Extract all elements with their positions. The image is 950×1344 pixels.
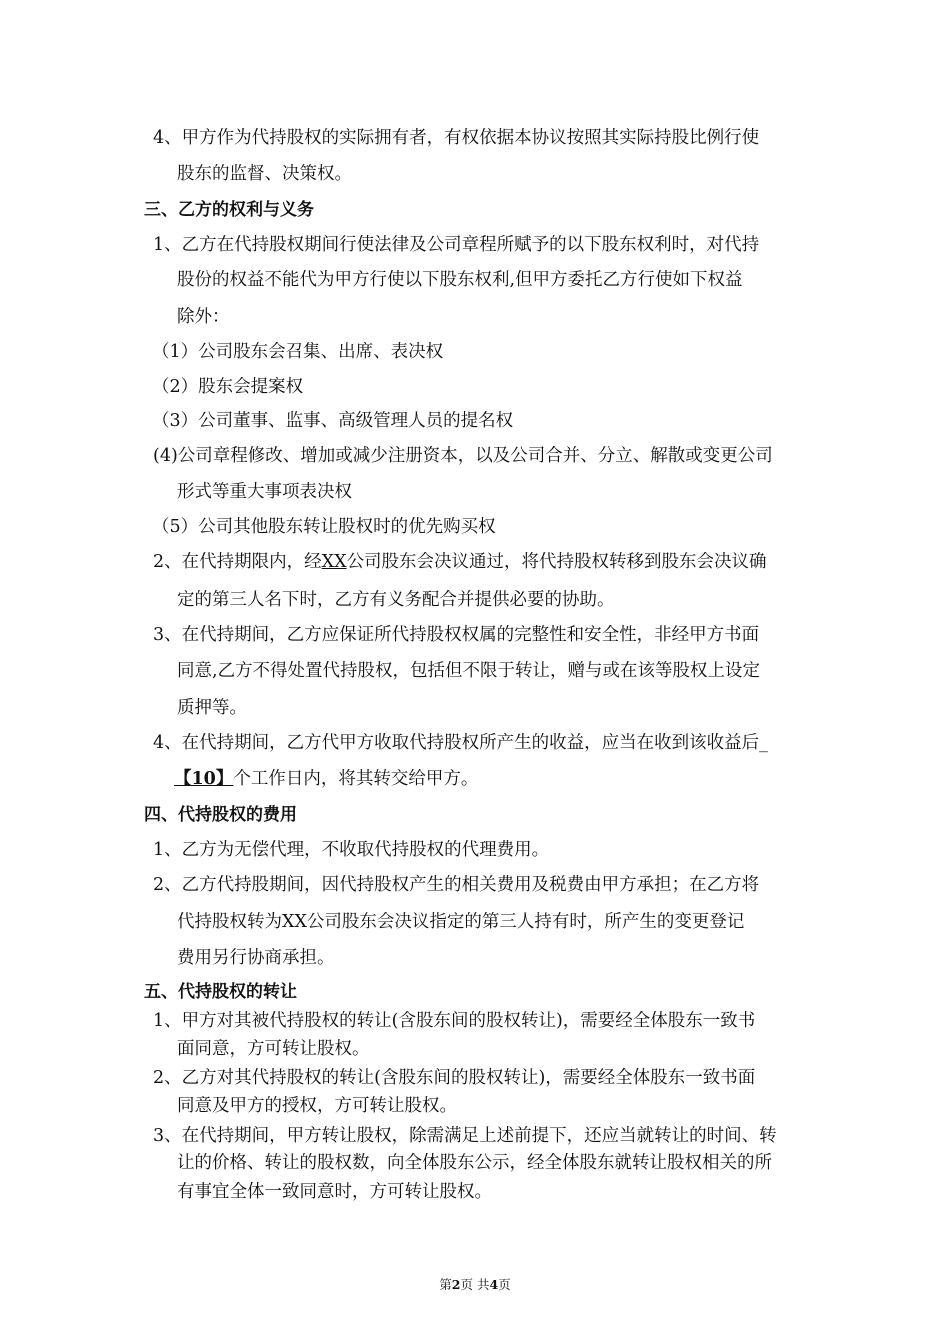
section3-sub4-line1: (4)公司章程修改、增加或减少注册资本，以及公司合并、分立、解散或变更公司 (153, 446, 773, 466)
section5-item2-line2: 同意及甲方的授权，方可转让股权。 (177, 1096, 457, 1116)
section3-sub1: （1）公司股东会召集、出席、表决权 (152, 342, 444, 362)
current-page-number: 2 (451, 1277, 461, 1292)
section5-item2-line1: 2、乙方对其代持股权的转让(含股东间的股权转让)，需要经全体股东一致书面 (153, 1068, 756, 1088)
section3-sub4-line2: 形式等重大事项表决权 (177, 482, 352, 502)
section3-item2-pre: 2、在代持期限内，经 (153, 552, 322, 572)
section3-item3-line2: 同意,乙方不得处置代持股权，包括但不限于转让，赠与或在该等股权上设定 (177, 661, 761, 681)
section3-item4-line1: 4、在代持期间，乙方代甲方收取代持股权所产生的收益，应当在收到该收益后_ (153, 733, 768, 753)
section3-sub3: （3）公司董事、监事、高级管理人员的提名权 (152, 411, 514, 431)
footer-pre: 第 (439, 1277, 452, 1292)
section3-item4-line2 (174, 767, 478, 791)
section3-heading: 三、乙方的权利与义务 (144, 200, 314, 220)
section5-item3-line2: 让的价格、转让的股权数，向全体股东公示，经全体股东就转让股权相关的所 (177, 1153, 772, 1173)
section3-item1-line1: 1、乙方在代持股权期间行使法律及公司章程所赋予的以下股东权利时，对代持 (153, 235, 760, 255)
section3-item2-line1 (153, 550, 767, 574)
section5-heading: 五、代持股权的转让 (144, 982, 297, 1002)
section3-sub5: （5）公司其他股东转让股权时的优先购买权 (152, 517, 496, 537)
section4-item2-line2: 代持股权转为XX公司股东会决议指定的第三人持有时，所产生的变更登记 (177, 912, 745, 932)
section5-item3-line3: 有事宜全体一致同意时，方可转让股权。 (177, 1182, 492, 1202)
section3-item1-line3: 除外： (177, 307, 230, 327)
section5-item1-line1: 1、甲方对其被代持股权的转让(含股东间的股权转让)，需要经全体股东一致书 (153, 1011, 756, 1031)
section4-item2-line1: 2、乙方代持股期间，因代持股权产生的相关费用及税费由甲方承担；在乙方将 (153, 875, 760, 895)
workday-count: 【10】 (174, 769, 234, 789)
section3-item3-line1: 3、在代持期间，乙方应保证所代持股权权属的完整性和安全性，非经甲方书面 (153, 625, 760, 645)
section4-heading: 四、代持股权的费用 (144, 805, 297, 825)
section4-item2-line3: 费用另行协商承担。 (177, 948, 335, 968)
section3-item2-line2: 定的第三人名下时，乙方有义务配合并提供必要的协助。 (177, 590, 615, 610)
footer-post: 页 (498, 1277, 511, 1292)
section4-item1: 1、乙方为无偿代理，不收取代持股权的代理费用。 (153, 840, 550, 860)
section5-item3-line1: 3、在代持期间，甲方转让股权，除需满足上述前提下，还应当就转让的时间、转 (153, 1126, 777, 1146)
section3-item1-line2: 股份的权益不能代为甲方行使以下股东权利,但甲方委托乙方行使如下权益 (177, 270, 743, 290)
page-footer (0, 1277, 950, 1293)
footer-mid: 页 共 (460, 1277, 490, 1292)
section3-item2-post: 公司股东会决议通过，将代持股权转移到股东会决议确 (346, 552, 767, 572)
clause2-item4-line1: 4、甲方作为代持股权的实际拥有者，有权依据本协议按照其实际持股比例行使 (153, 128, 760, 148)
section3-sub2: （2）股东会提案权 (152, 377, 304, 397)
company-placeholder-xx: XX (321, 552, 347, 572)
section3-item3-line3: 质押等。 (177, 698, 247, 718)
clause2-item4-line2: 股东的监督、决策权。 (177, 164, 352, 184)
section3-item4-post: 个工作日内，将其转交给甲方。 (233, 769, 479, 789)
total-page-number: 4 (489, 1277, 499, 1292)
section5-item1-line2: 面同意，方可转让股权。 (177, 1039, 370, 1059)
